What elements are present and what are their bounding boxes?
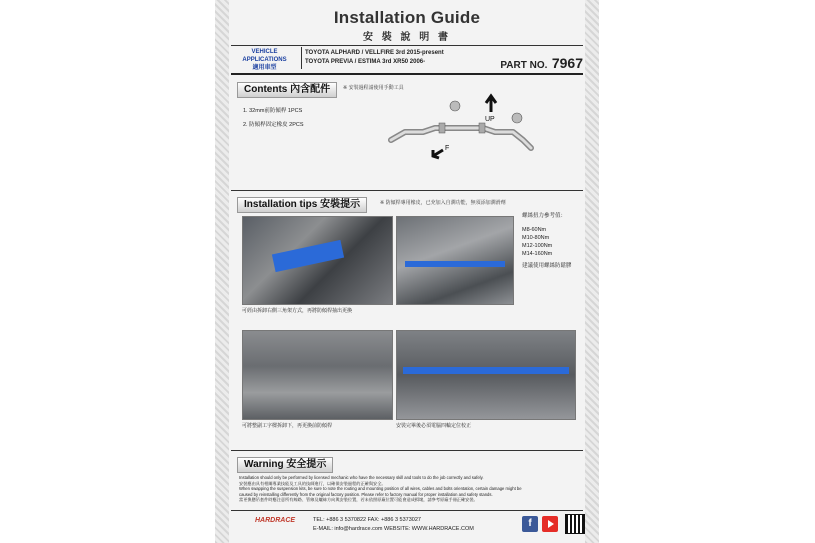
bracket-icon	[512, 113, 522, 123]
tips-heading: Installation tips 安裝提示	[237, 197, 367, 213]
header-divider	[231, 45, 583, 46]
bracket-icon	[450, 101, 460, 111]
bushing-icon	[439, 123, 445, 133]
sway-bar-highlight	[272, 240, 344, 272]
forward-arrow-icon	[433, 150, 443, 158]
qr-code-icon[interactable]	[565, 514, 585, 534]
photo-completed-install	[396, 330, 576, 420]
sway-bar-diagram	[383, 90, 543, 180]
page-title: Installation Guide	[333, 8, 481, 27]
vehicle-applications-label: VEHICLE APPLICATIONS 適用車型	[242, 49, 287, 71]
footer-divider	[231, 510, 583, 511]
contact-info: TEL: +886 3 5370822 FAX: +886 3 5373027 E-MAIL: info@hardrace.com WEBSITE: WWW.HARDRACE.COM	[313, 517, 474, 532]
right-stripe	[585, 0, 599, 543]
tips-note: ※ 防傾桿專用橡皮，已充加入自潤功能，無須添加潤滑劑	[380, 200, 506, 206]
part-number: PART NO. 7967	[500, 55, 583, 71]
section-divider	[231, 450, 583, 451]
section-divider	[231, 190, 583, 191]
up-label: UP	[485, 116, 495, 123]
up-arrow-icon	[486, 96, 496, 112]
warning-text: Installation should only be performed by licensed mechanic who have the necessary skill and tools to do the job correctly and safely. 安裝應由具有相關專業技能及工具的技師進行，以確保安裝過程的正確與安全。 When swapping the suspension kits, be sure to note the routing and mounting position of all wires, cables and bolts orientation, certain damage might be caused by reinstalling differently from the original factory position. Please refer to factory manual for proper installation and safety stands. 當更換懸吊套件時應注意所有線路、管線及螺絲方向與安裝位置，若未依照原廠位置可能會造成損壞，請參考原廠手冊正確安裝。	[239, 475, 522, 503]
section-divider	[231, 73, 583, 75]
sway-bar-highlight	[403, 367, 569, 374]
facebook-icon[interactable]: f	[522, 516, 538, 532]
vehicle-models: TOYOTA ALPHARD / VELLFIRE 3rd 2015-present TOYOTA PREVIA / ESTIMA 3rd XR50 2006-	[305, 50, 444, 65]
contents-note: ※ 安裝過程請使用手動工具	[343, 85, 404, 91]
page-subtitle: 安 裝 說 明 書	[362, 32, 452, 43]
photo-caption: 可將整副工字樑拆卸下，再更換前防傾桿	[242, 423, 333, 429]
photo-caption: 安裝完畢後必須電腦四輪定位校正	[396, 423, 472, 429]
contents-item: 2. 防傾桿固定橡皮 2PCS	[243, 122, 304, 128]
contents-heading: Contents 內含配件	[237, 82, 337, 98]
contents-item: 1. 32mm前防傾桿 1PCS	[243, 108, 303, 114]
left-stripe	[215, 0, 229, 543]
photo-caption: 可經由拆卸右側三角架方式，再將防傾桿抽出更換	[242, 308, 353, 314]
torque-spec: 螺絲扭力參考值： M8-60Nm M10-80Nm M12-100Nm M14-160Nm 建議使用螺絲防鬆膠	[522, 213, 572, 269]
vehicle-divider	[301, 47, 302, 69]
sway-bar-highlight	[405, 261, 505, 267]
hardrace-logo: HARDRACE	[255, 517, 296, 524]
forward-label: F	[445, 145, 450, 152]
photo-installed-bar	[396, 216, 514, 305]
youtube-icon[interactable]	[542, 516, 558, 532]
document-page	[215, 0, 599, 543]
photo-right-arm	[242, 216, 393, 305]
warning-heading: Warning 安全提示	[237, 457, 333, 473]
photo-subframe	[242, 330, 393, 420]
bushing-icon	[479, 123, 485, 133]
